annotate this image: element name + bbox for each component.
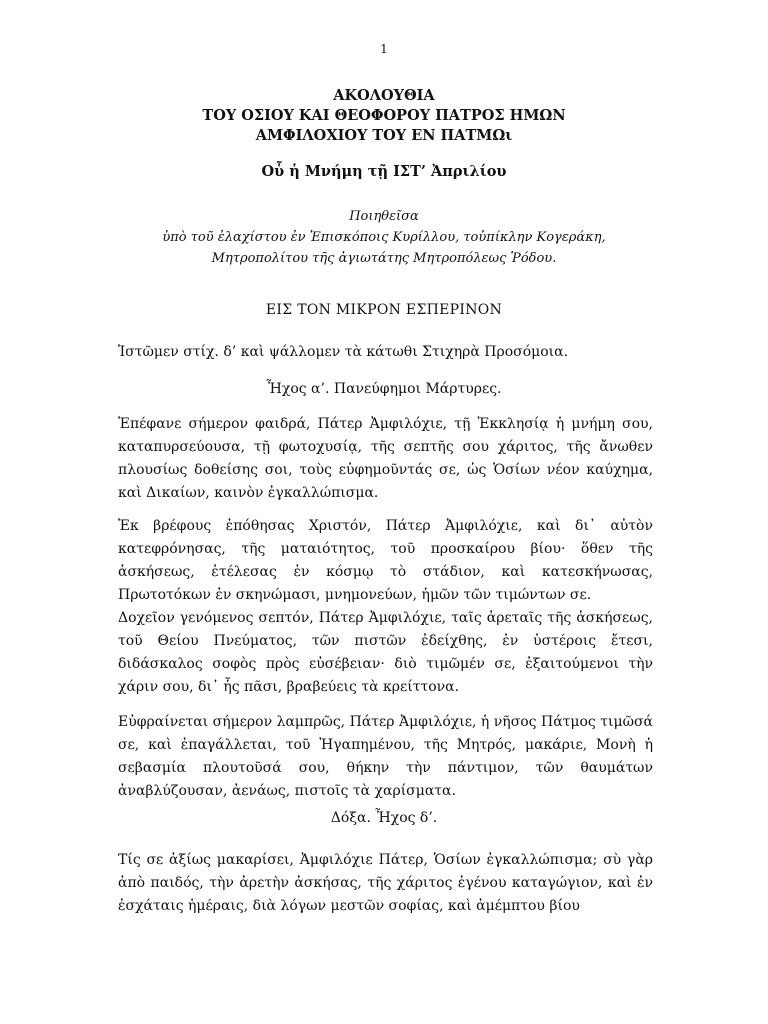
hymn-paragraph-2: Ἐκ βρέφους ἐπόθησας Χριστόν, Πάτερ Ἀμφιλόχιε, καὶ δι᾿ αὐτὸν κατεφρόνησας, τῆς ματαιότητος, τοῦ προσκαίρου βίου· ὅθεν τῆς ἀσκήσεως, ἐτέλεσας ἐν κόσμῳ τὸ στάδιον, καὶ κατεσκήνωσας, Πρωτοτόκων ἐν σκηνώμασι, μνημονεύων, ἡμῶν τῶν τιμώντων σε. [118,518,653,603]
title-line-2: ΤΟΥ ΟΣΙΟΥ ΚΑΙ ΘΕΟΦΟΡΟΥ ΠΑΤΡΟΣ ΗΜΩΝ [202,107,566,124]
author-line-1: Ποιηθεῖσα [349,209,419,224]
hymn-paragraph-4: Εὐφραίνεται σήμερον λαμπρῶς, Πάτερ Ἀμφιλόχιε, ἡ νῆσος Πάτμος τιμῶσά σε, καὶ ἐπαγάλλεται, τοῦ Ἠγαπημένου, τῆς Μητρός, μακάριε, Μονὴ ἡ σεβασμία πλουτοῦσά σου, θήκην τὴν πάντιμον, τῶν θαυμάτων ἀναβλύζουσαν, ἀενάως, πιστοῖς τὰ χαρίσματα. [118,714,653,799]
commemoration-date: Οὗ ἡ Μνήμη τῇ ΙΣΤ’ Ἀπριλίου [261,163,507,180]
author-line-3: Μητροπολίτου τῆς ἁγιωτάτης Μητροπόλεως Ῥόδου. [211,251,557,266]
rubric: Ἱστῶμεν στίχ. δ’ καὶ ψάλλομεν τὰ κάτωθι Στιχηρὰ Προσόμοια. [118,344,569,360]
title-line-3: ΑΜΦΙΛΟΧΙΟΥ ΤΟΥ ΕΝ ΠΑΤΜΩι [255,127,513,144]
tone-heading-1: Ἦχος α’. Πανεύφημοι Μάρτυρες. [266,381,502,397]
author-block [0,206,768,269]
title-line-1: ΑΚΟΛΟΥΘΙΑ [333,87,435,104]
hymn-paragraph-5: Τίς σε ἀξίως μακαρίσει, Ἀμφιλόχιε Πάτερ, Ὁσίων ἐγκαλλώπισμα; σὺ γὰρ ἀπὸ παιδός, τὴν ἀρετὴν ἀσκήσας, τῆς χάριτος ἐγένου καταγώγιον, καὶ ἐν ἐσχάταις ἡμέραις, διὰ λόγων μεστῶν σοφίας, καὶ ἀμέμπτου βίου [118,852,653,914]
tone-heading-2: Δόξα. Ἦχος δ’. [330,810,438,826]
page-number: 1 [380,42,388,56]
hymn-paragraph-1: Ἐπέφανε σήμερον φαιδρά, Πάτερ Ἀμφιλόχιε, τῇ Ἐκκλησίᾳ ἡ μνήμη σου, καταπυρσεύουσα, τῇ φωτοχυσίᾳ, τῆς σεπτῆς σου χάριτος, τῆς ἄνωθεν πλουσίως δοθείσης σοι, τοὺς εὐφημοῦντάς σε, ὡς Ὁσίων νέον καύχημα, καὶ Δικαίων, καινὸν ἐγκαλλώπισμα. [118,416,653,501]
hymn-paragraph-3: Δοχεῖον γενόμενος σεπτόν, Πάτερ Ἀμφιλόχιε, ταῖς ἀρεταῖς τῆς ἀσκήσεως, τοῦ Θείου Πνεύματος, τῶν πιστῶν ἐδείχθης, ἐν ὑστέροις ἔτεσι, διδάσκαλος σοφὸς πρὸς εὐσέβειαν· διὸ τιμῶμέν σε, ἐξαιτούμενοι τὴν χάριν σου, δι᾿ ἧς πᾶσι, βραβεύεις τὰ κρείττονα. [118,610,653,695]
section-heading: ΕΙΣ ΤΟΝ ΜΙΚΡΟΝ ΕΣΠΕΡΙΝΟΝ [265,302,503,318]
author-line-2: ὑπὸ τοῦ ἐλαχίστου ἐν Ἐπισκόποις Κυρίλλου, τοὐπίκλην Κογεράκη, [162,230,606,245]
document-title [0,86,768,146]
